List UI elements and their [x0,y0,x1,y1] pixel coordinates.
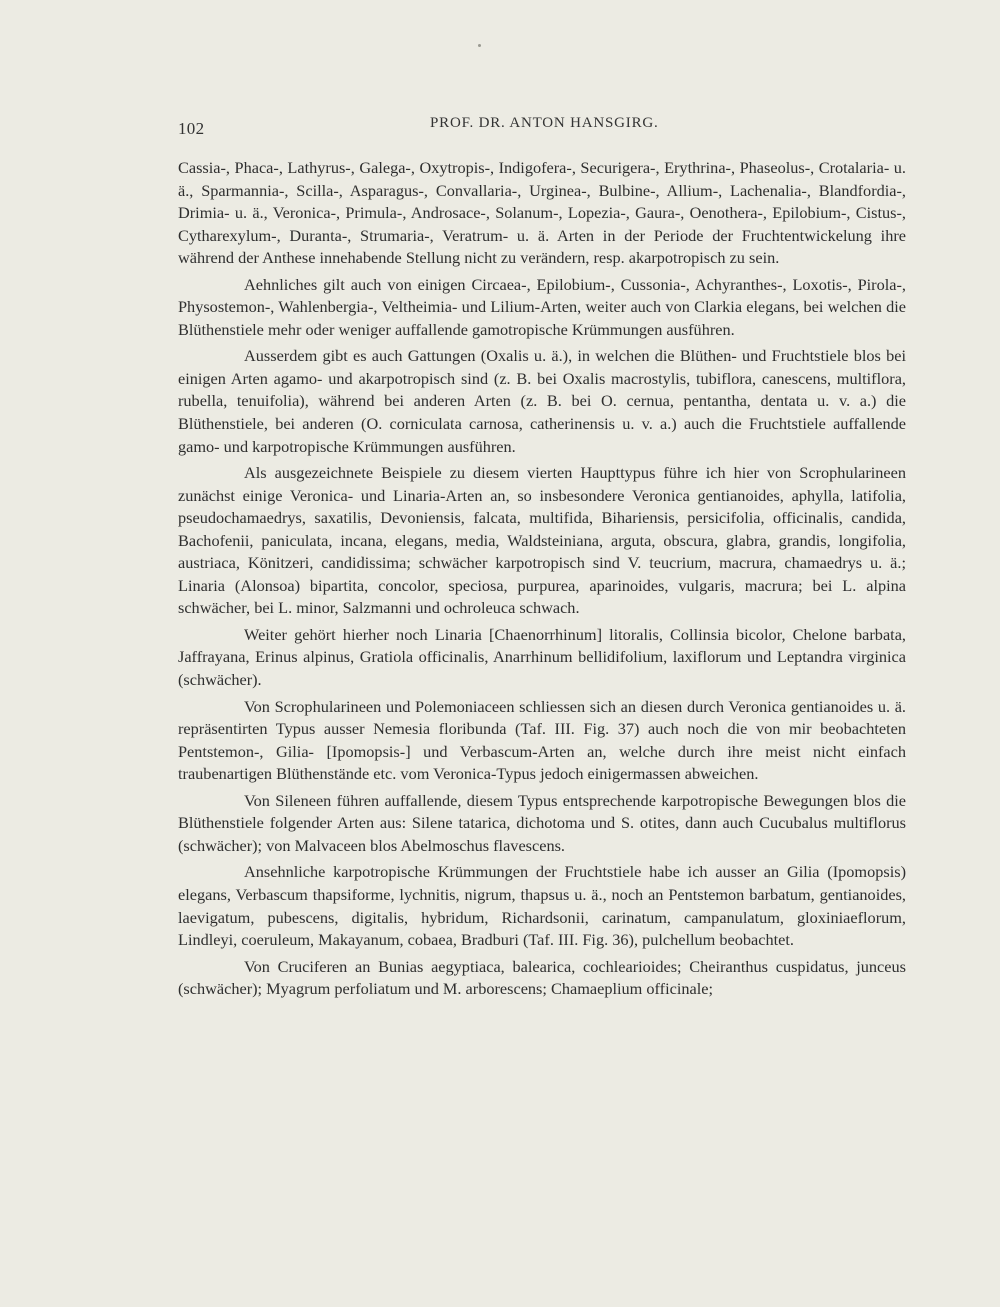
paragraph-8: Ansehnliche karpotropische Krümmungen der Fruchtstiele habe ich ausser an Gilia (Ipomopsis) elegans, Verbascum thapsiforme, lychnitis, nigrum, thapsus u. ä., noch an Pentstemon barbatum, gentianoides, laevigatum, pubescens, digitalis, hybridum, Richardsonii, carinatum, campanulatum, gloxiniaeflorum, Lindleyi, coeruleum, Makayanum, cobaea, Bradburi (Taf. III. Fig. 36), pulchellum beobachtet. [178,862,906,950]
body-text [178,157,906,1001]
paper-speck [478,44,481,47]
paragraph-9: Von Cruciferen an Bunias aegyptiaca, balearica, cochlearioides; Cheiranthus cuspidatus, junceus (schwächer); Myagrum perfoliatum und M. arborescens; Chamaeplium officinale; [178,956,906,999]
paragraph-7: Von Sileneen führen auffallende, diesem Typus entsprechende karpotropische Bewegungen blos die Blüthenstiele folgender Arten aus: Silene tatarica, dichotoma und S. otites, dann auch Cucubalus multiflorus (schwächer); von Malvaceen blos Abelmoschus flavescens. [178,790,906,855]
running-head: PROF. DR. ANTON HANSGIRG. [430,115,659,131]
paragraph-1: Cassia-, Phaca-, Lathyrus-, Galega-, Oxytropis-, Indigofera-, Securigera-, Erythrina-, Phaseolus-, Crotalaria- u. ä., Sparmannia-, Scilla-, Asparagus-, Convallaria-, Urginea-, Bulbine-, Allium-, Lachenalia-, Blandfordia-, Drimia- u. ä., Veronica-, Primula-, Androsace-, Solanum-, Lopezia-, Gaura-, Oenothera-, Epilobium-, Cistus-, Cytharexylum-, Duranta-, Strumaria-, Veratrum- u. ä. Arten in der Periode der Fruchtentwickelung ihre während der Anthese innehabende Stellung nicht zu verändern, resp. akarpotropisch zu sein. [178,158,906,268]
paragraph-6: Von Scrophularineen und Polemoniaceen schliessen sich an diesen durch Veronica gentianoides u. ä. repräsentirten Typus ausser Nemesia floribunda (Taf. III. Fig. 37) auch noch die von mir beobachteten Pentstemon-, Gilia- [Ipomopsis-] und Verbascum-Arten an, welche durch ihre meist nicht einfach traubenartigen Blüthenstände etc. vom Veronica-Typus jedoch einigermassen abweichen. [178,696,906,784]
page-header [178,115,906,139]
paragraph-5: Weiter gehört hierher noch Linaria [Chaenorrhinum] litoralis, Collinsia bicolor, Chelone barbata, Jaffrayana, Erinus alpinus, Gratiola officinalis, Anarrhinum bellidifolium, laxiflorum und Leptandra virginica (schwächer). [178,624,906,690]
paragraph-3: Ausserdem gibt es auch Gattungen (Oxalis u. ä.), in welchen die Blüthen- und Fruchtstiele blos bei einigen Arten agamo- und akarpotropisch sind (z. B. bei Oxalis macrostylis, tubiflora, canescens, multiflora, rubella, tenuifolia), während bei anderen Arten (z. B. bei O. cernua, pentantha, dentata u. v. a.) die Blüthenstiele, bei anderen (O. corniculata carnosa, catherinensis u. v. a.) auch die Fruchtstiele auffallende gamo- und karpotropische Krümmungen ausführen. [178,346,906,456]
paragraph-2: Aehnliches gilt auch von einigen Circaea-, Epilobium-, Cussonia-, Achyranthes-, Loxotis-, Pirola-, Physostemon-, Wahlenbergia-, Veltheimia- und Lilium-Arten, weiter auch von Clarkia elegans, bei welchen die Blüthenstiele mehr oder weniger auffallende gamotropische Krümmungen ausführen. [178,274,906,339]
page-number: 102 [178,119,205,138]
paragraph-4: Als ausgezeichnete Beispiele zu diesem vierten Haupttypus führe ich hier von Scrophularineen zunächst einige Veronica- und Linaria-Arten an, so insbesondere Veronica gentianoides, aphylla, latifolia, pseudochamaedrys, saxatilis, Devoniensis, falcata, multifida, Bihariensis, persicifolia, officinalis, candida, Bachofenii, paniculata, incana, elegans, media, Waldsteiniana, arguta, obscura, glabra, grandis, longifolia, austriaca, Könitzeri, candidissima; schwächer karpotropisch sind V. teucrium, macrura, chamaedrys u. ä.; Linaria (Alonsoa) bipartita, concolor, speciosa, purpurea, aparinoides, vulgaris, macrura; bei L. alpina schwächer, bei L. minor, Salzmanni und ochroleuca schwach. [178,463,906,618]
